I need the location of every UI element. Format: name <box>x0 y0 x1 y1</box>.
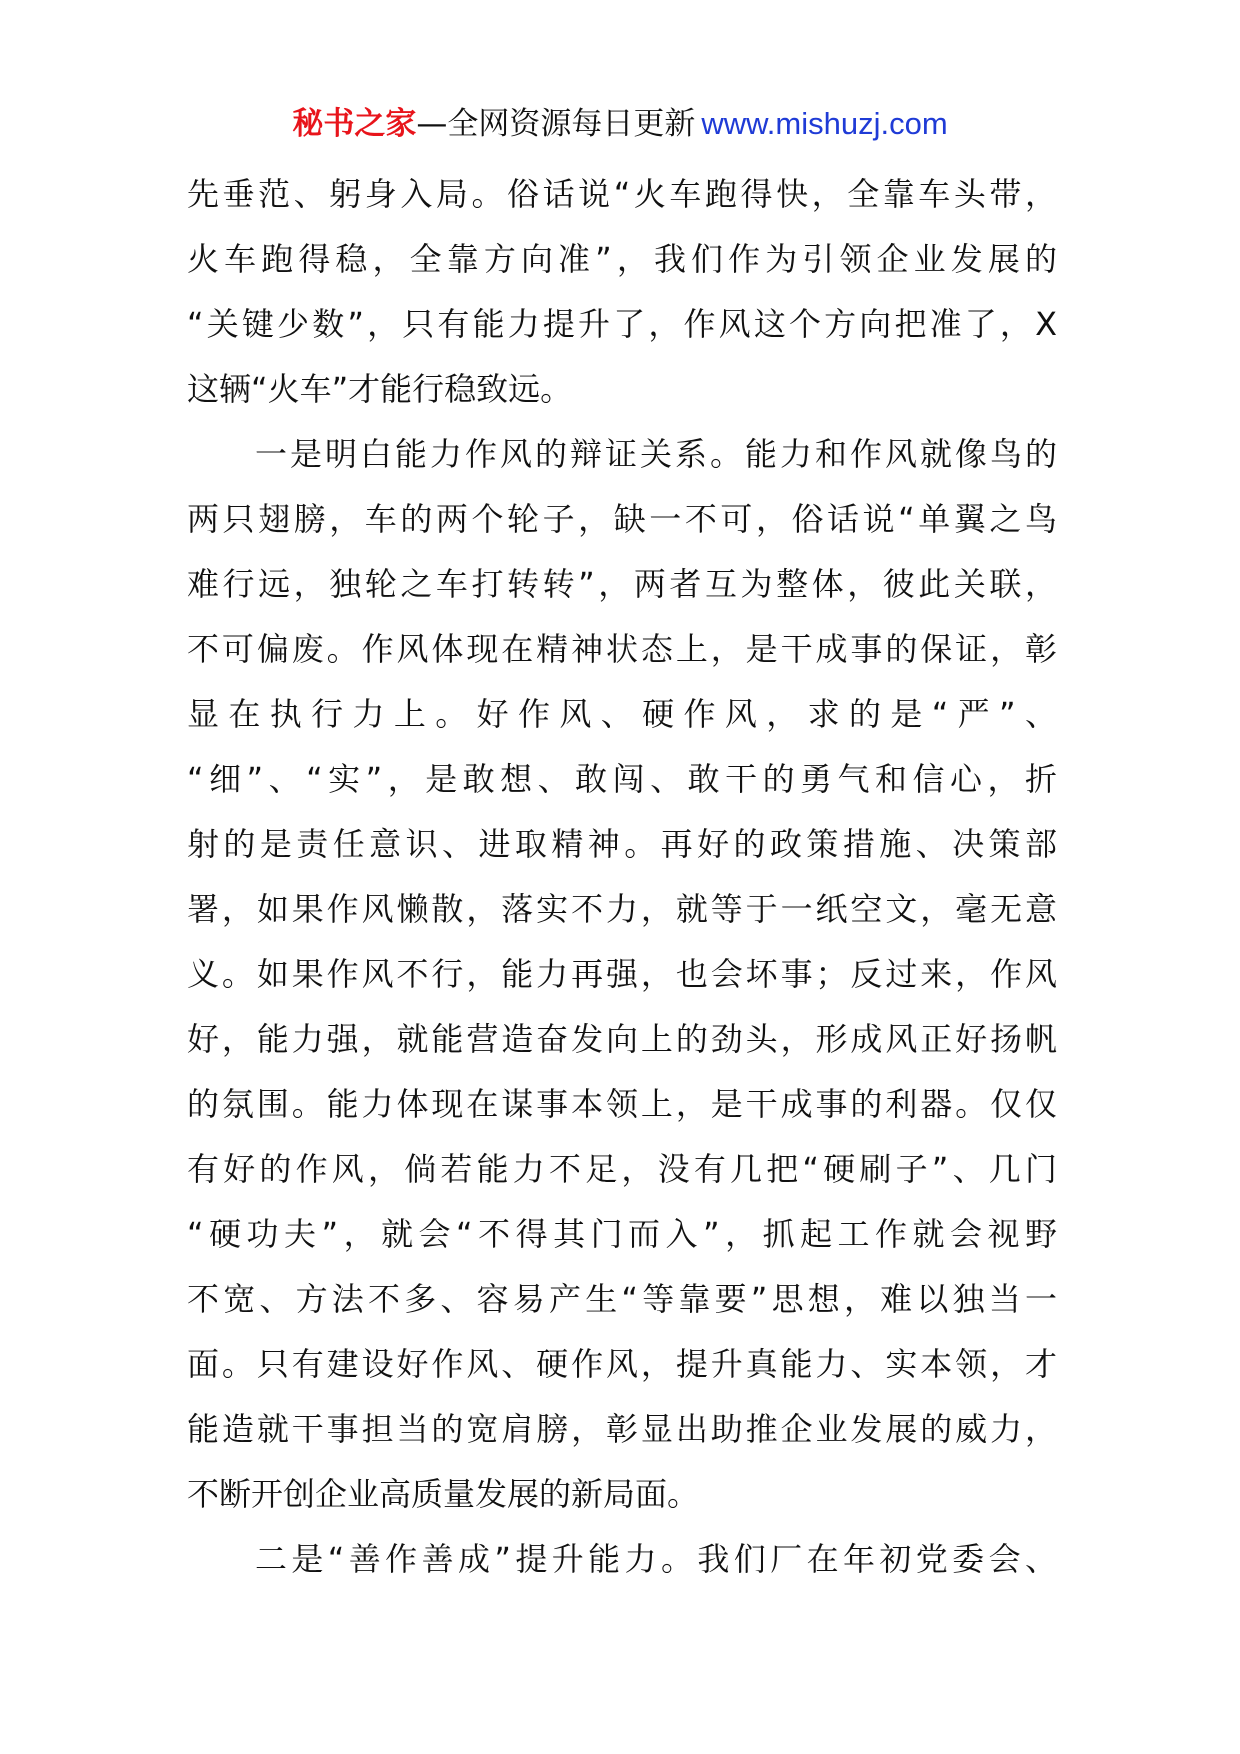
text-line: “关键少数”，只有能力提升了，作风这个方向把准了，X <box>187 305 1057 343</box>
site-url[interactable]: www.mishuzj.com <box>701 106 948 141</box>
text-line: 射的是责任意识、进取精神。再好的政策措施、决策部 <box>187 825 1057 863</box>
text-line: 有好的作风，倘若能力不足，没有几把“硬刷子”、几门 <box>187 1150 1057 1188</box>
text-line: 这辆“火车”才能行稳致远。 <box>187 370 573 408</box>
text-line: 不断开创企业高质量发展的新局面。 <box>187 1475 700 1513</box>
text-line: 义。如果作风不行，能力再强，也会坏事；反过来，作风 <box>187 955 1057 993</box>
site-header <box>0 100 1240 148</box>
text-line: 不可偏废。作风体现在精神状态上，是干成事的保证，彰 <box>187 630 1057 668</box>
text-line: 署，如果作风懒散，落实不力，就等于一纸空文，毫无意 <box>187 890 1057 928</box>
text-line: 难行远，独轮之车打转转”，两者互为整体，彼此关联， <box>187 565 1057 603</box>
text-line: 火车跑得稳，全靠方向准”，我们作为引领企业发展的 <box>187 240 1057 278</box>
text-line: 好，能力强，就能营造奋发向上的劲头，形成风正好扬帆 <box>187 1020 1057 1058</box>
text-line: “硬功夫”，就会“不得其门而入”，抓起工作就会视野 <box>187 1215 1057 1253</box>
text-line: 显在执行力上。好作风、硬作风，求的是“严”、 <box>187 695 1057 733</box>
document-body <box>187 162 1057 1592</box>
text-line: 两只翅膀，车的两个轮子，缺一不可，俗话说“单翼之鸟 <box>187 500 1057 538</box>
site-tagline: —全网资源每日更新 <box>416 106 696 142</box>
text-line: 的氛围。能力体现在谋事本领上，是干成事的利器。仅仅 <box>187 1085 1057 1123</box>
paragraph-first-line: 一是明白能力作风的辩证关系。能力和作风就像鸟的 <box>255 435 1057 473</box>
text-line: 面。只有建设好作风、硬作风，提升真能力、实本领，才 <box>187 1345 1057 1383</box>
text-line: 不宽、方法不多、容易产生“等靠要”思想，难以独当一 <box>187 1280 1057 1318</box>
site-brand: 秘书之家 <box>292 106 417 142</box>
text-line: 先垂范、躬身入局。俗话说“火车跑得快，全靠车头带， <box>187 175 1057 213</box>
text-line: 能造就干事担当的宽肩膀，彰显出助推企业发展的威力， <box>187 1410 1057 1448</box>
text-line: “细”、“实”，是敢想、敢闯、敢干的勇气和信心，折 <box>187 760 1057 798</box>
paragraph-first-line: 二是“善作善成”提升能力。我们厂在年初党委会、 <box>255 1540 1057 1578</box>
